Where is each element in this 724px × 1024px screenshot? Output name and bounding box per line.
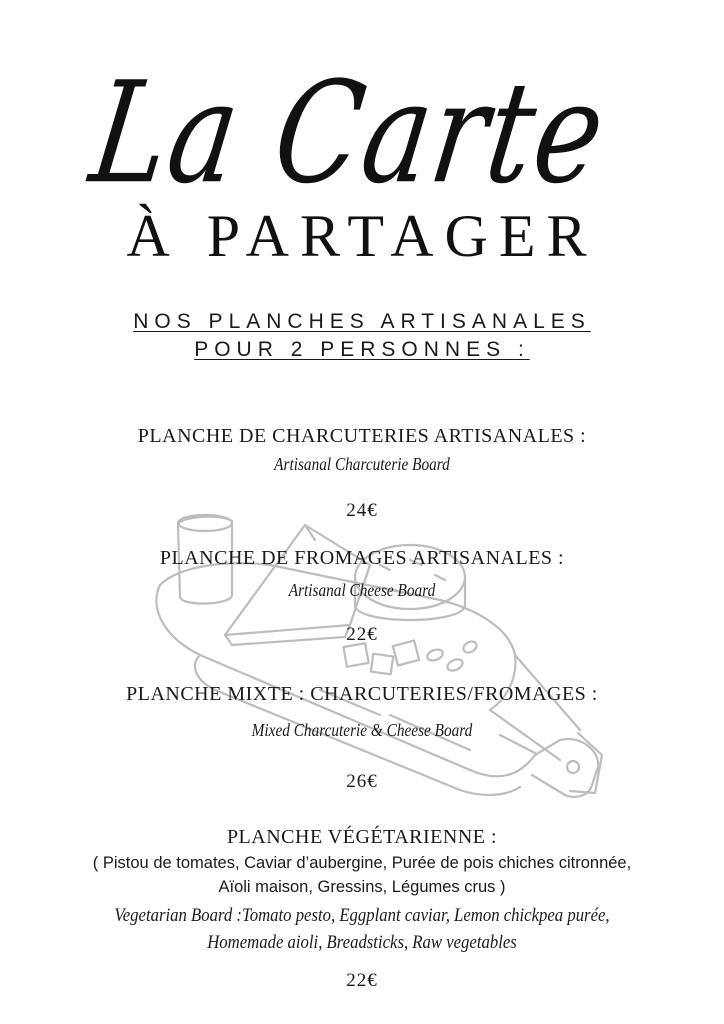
- script-title: La Carte: [82, 52, 616, 215]
- menu-item-price: 22€: [346, 624, 378, 645]
- menu-item-description: ( Pistou de tomates, Caviar d’aubergine, Purée de pois chiches citronnée,: [92, 854, 632, 872]
- menu-item-name: PLANCHE DE FROMAGES ARTISANALES :: [159, 547, 565, 569]
- section-subtitle: [0, 308, 724, 364]
- menu-item-english: Homemade aioli, Breadsticks, Raw vegetables: [207, 932, 517, 953]
- menu-item-english: Artisanal Charcuterie Board: [274, 454, 450, 474]
- menu-item-english: Mixed Charcuterie & Cheese Board: [251, 720, 473, 740]
- menu-item-price: 26€: [346, 771, 378, 792]
- menu-item-name: PLANCHE VÉGÉTARIENNE :: [226, 826, 498, 848]
- menu-item-name: PLANCHE MIXTE : CHARCUTERIES/FROMAGES :: [126, 683, 598, 705]
- menu-item-name: PLANCHE DE CHARCUTERIES ARTISANALES :: [137, 425, 587, 447]
- subtitle-line-2: POUR 2 PERSONNES :: [194, 338, 530, 361]
- menu-item-price: 24€: [346, 500, 378, 521]
- menu-item-price: 22€: [346, 970, 378, 991]
- menu-item-english: Vegetarian Board :Tomato pesto, Eggplant caviar, Lemon chickpea purée,: [114, 905, 610, 926]
- page-title: À PARTAGER: [126, 203, 598, 269]
- subtitle-line-1: NOS PLANCHES ARTISANALES: [133, 310, 591, 333]
- menu-item-description: Aïoli maison, Gressins, Légumes crus ): [218, 878, 506, 896]
- menu-item-english: Artisanal Cheese Board: [288, 580, 436, 600]
